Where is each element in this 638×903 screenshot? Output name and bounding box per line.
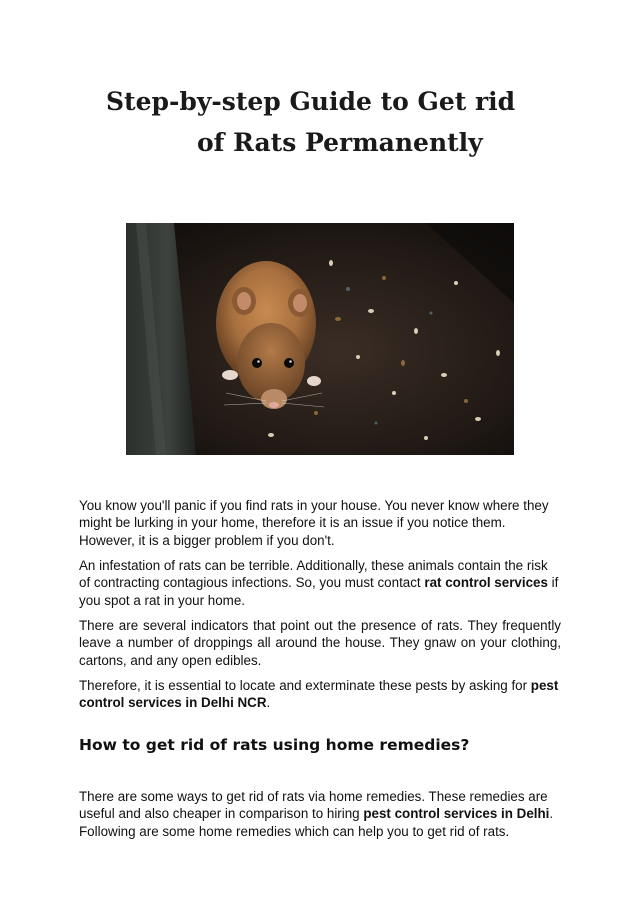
document-title-line-1: Step-by-step Guide to Get rid [106,87,516,116]
home-remedies-text-start: There are some ways to get rid of rats via home remedies. These remedies are useful and also cheaper in comparison to hiring [79,789,548,822]
infestation-text-end: if you spot a rat in your home. [79,575,559,608]
intro-paragraph: You know you'll panic if you find rats in your house. You never know where they might be lurking in your home, therefore it is an issue if you notice them. However, it is a bigger problem if you don't. [79,498,549,548]
home-remedies-text-end: . Following are some home remedies which can help you to get rid of rats. [79,806,554,839]
exterminate-text-start: Therefore, it is essential to locate and exterminate these pests by asking for [79,678,531,693]
pest-control-delhi-ncr-bold: pest control services in Delhi NCR [79,678,559,711]
rat-control-services-bold: rat control services [424,575,548,591]
document-title-line-2: of Rats Permanently [197,128,483,157]
home-remedies-paragraph [79,788,561,840]
exterminate-text-end: . [266,695,271,711]
exterminate-paragraph [79,677,561,712]
indicators-paragraph: There are several indicators that point out the presence of rats. They frequently leave a number of droppings all around the house. They gnaw on your clothing, cartons, and any open edibles. [79,618,561,668]
rat-photo [126,223,514,455]
section-heading: How to get rid of rats using home remedies? [79,736,470,754]
pest-control-delhi-bold: pest control services in Delhi [363,806,550,822]
infestation-text-start: An infestation of rats can be terrible. Additionally, these animals contain the risk of contracting contagious infections. So, you must contact [79,558,548,591]
infestation-paragraph [79,557,561,609]
